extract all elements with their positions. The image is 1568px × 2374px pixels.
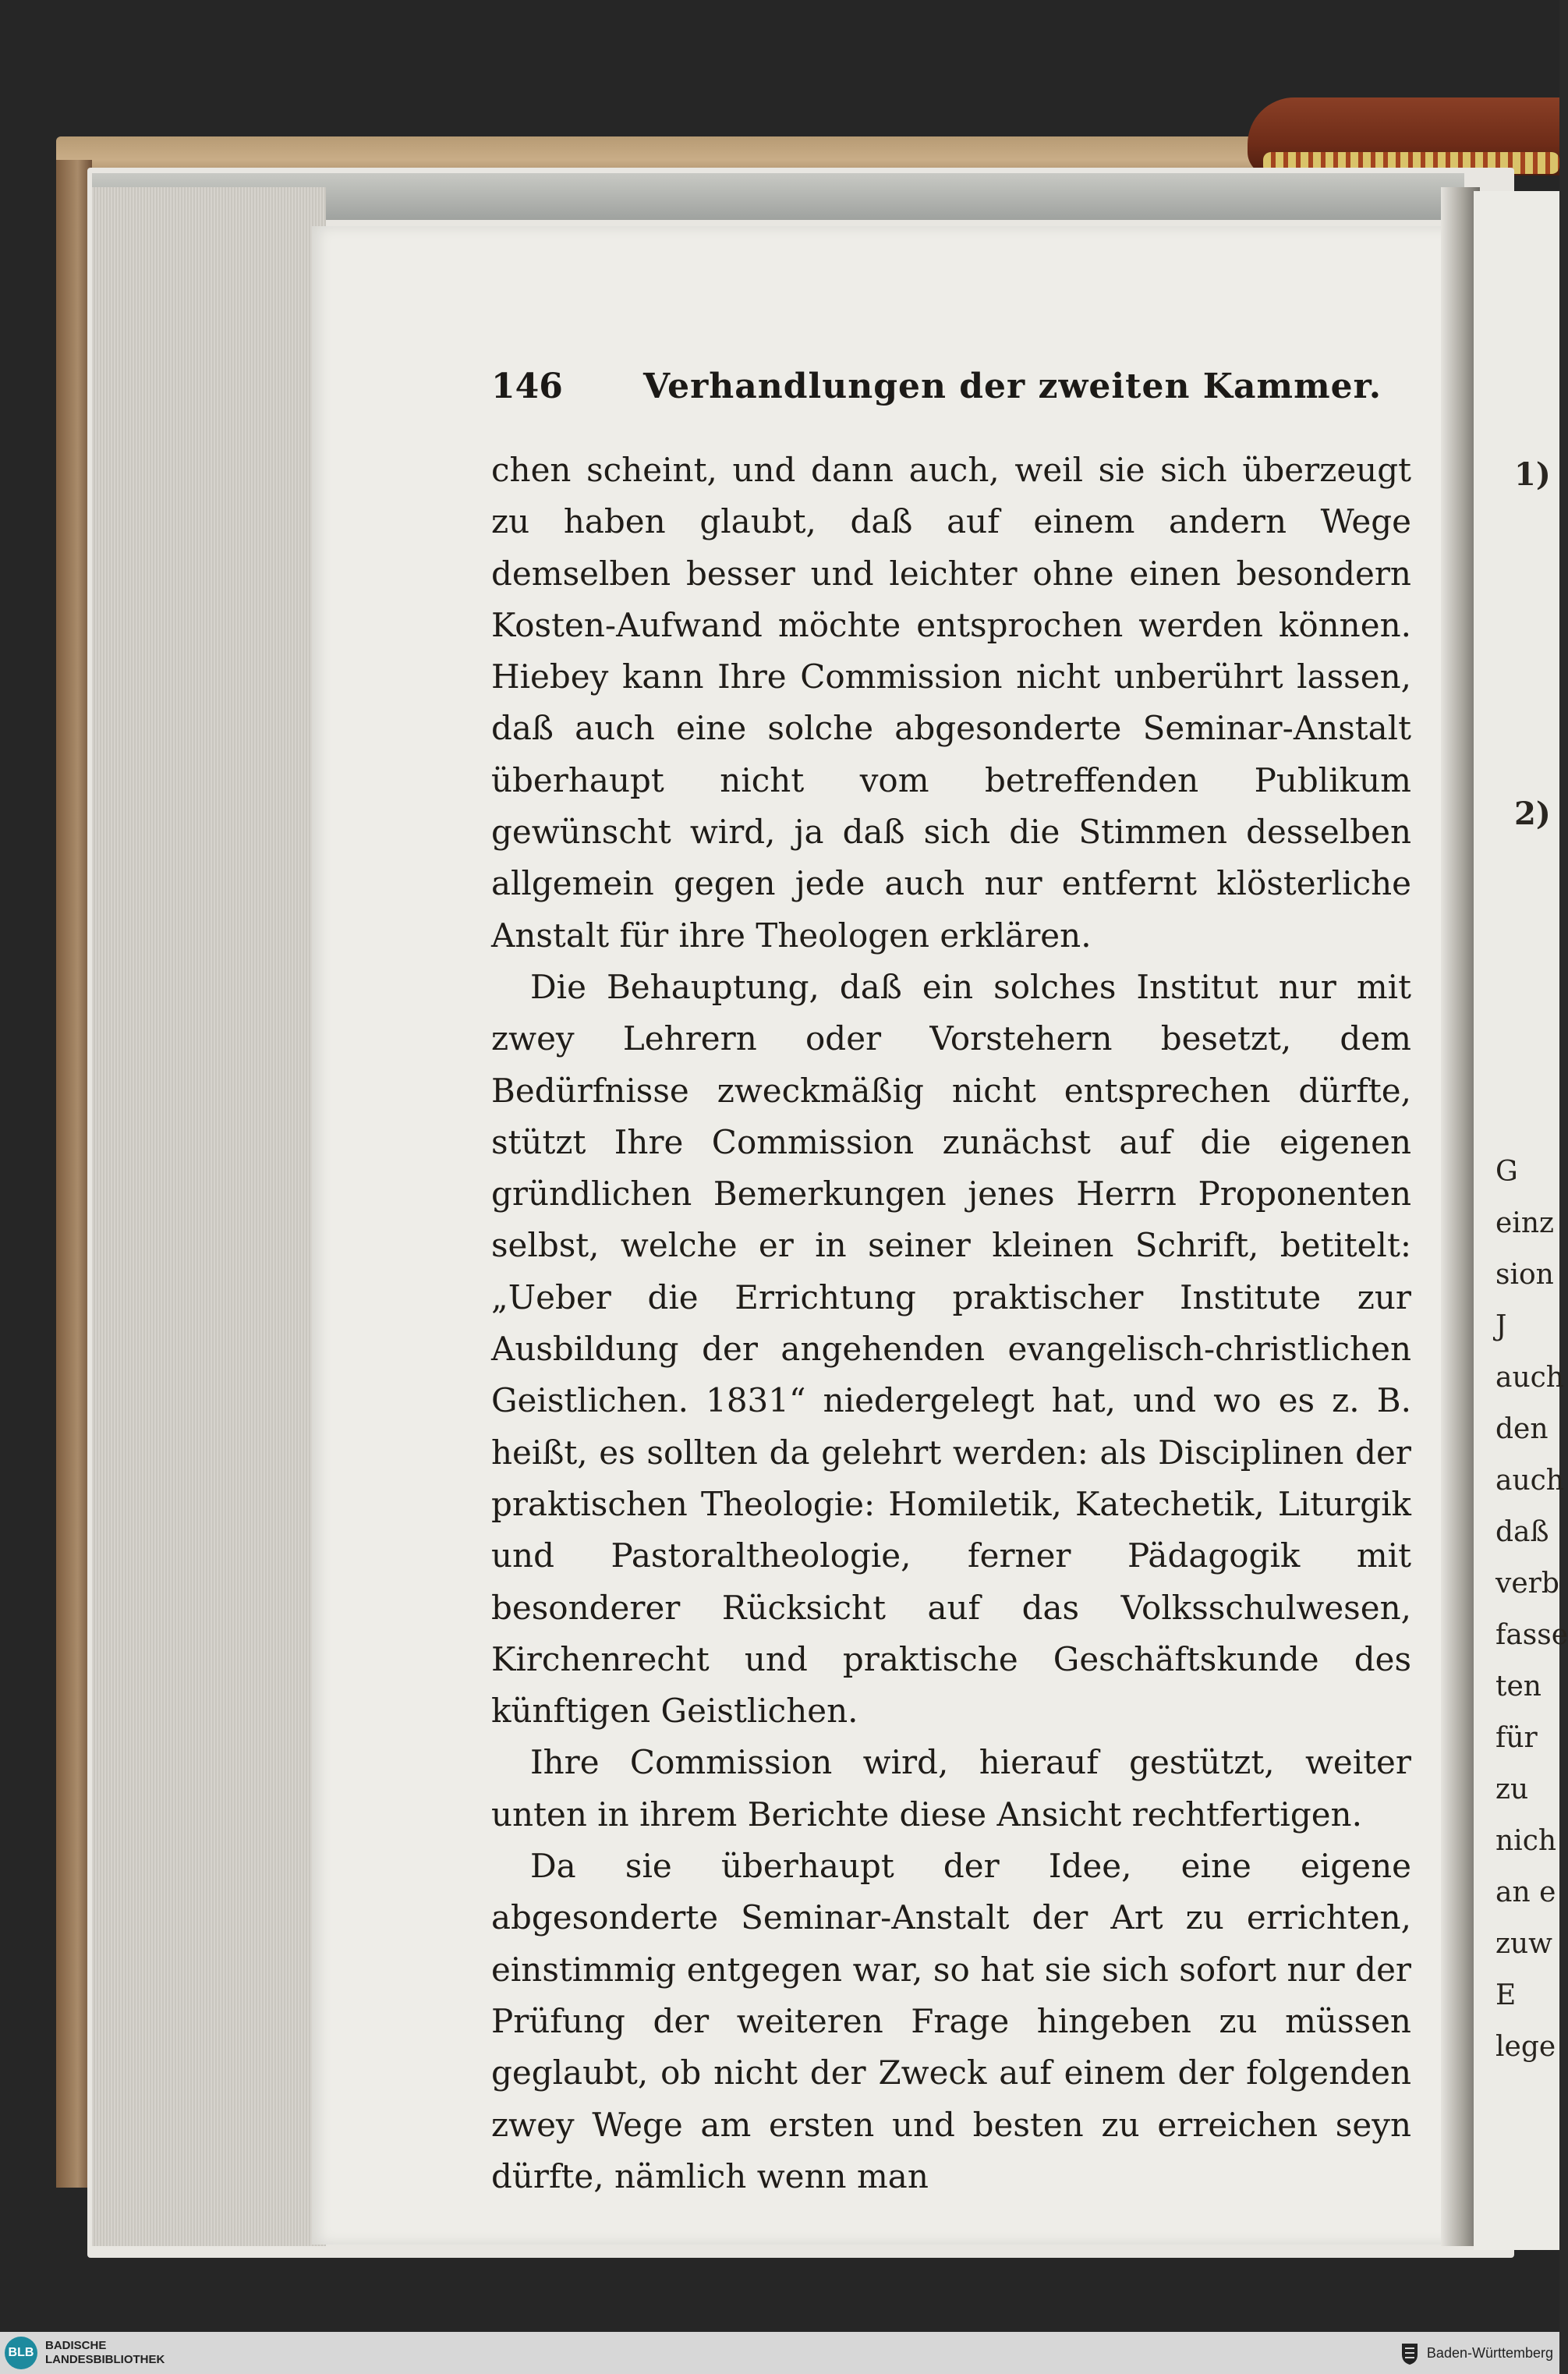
- blb-branding[interactable]: [5, 2337, 165, 2369]
- fragment-line: zu: [1495, 1773, 1529, 1805]
- fragment-line: daß: [1495, 1516, 1549, 1548]
- next-page-fragments: [1495, 1146, 1568, 2073]
- paragraph: Ihre Commission wird, hierauf gestützt, weiter unten in ihrem Berichte diese Ansicht rechtfertigen.: [491, 1743, 1411, 1834]
- fragment-line: auch: [1495, 1465, 1564, 1497]
- page-number: 146: [491, 367, 563, 406]
- fragment-line: nich: [1495, 1825, 1557, 1857]
- fragment-line: E: [1495, 1979, 1517, 2011]
- bw-coat-of-arms-icon: [1399, 2340, 1421, 2365]
- paragraph: chen scheint, und dann auch, weil sie sich überzeugt zu haben glaubt, daß auf einem andern Wege demselben besser und leichter ohne einen besondern Kosten-Aufwand möchte entsprochen werden können. Hiebey kann Ihre Commission nicht unberührt lassen, daß auch eine solche abgesonderte Seminar-Anstalt überhaupt nicht vom betreffenden Publikum gewünscht wird, ja daß sich die Stimmen desselben allgemein gegen jede auch nur entfernt klösterliche Anstalt für ihre Theologen erklären.: [491, 451, 1411, 955]
- blb-name-line2: LANDESBIBLIOTHEK: [45, 2353, 165, 2366]
- fragment-line: J: [1495, 1310, 1507, 1342]
- running-title: Verhandlungen der zweiten Kammer.: [643, 367, 1382, 406]
- fragment-line: auch: [1495, 1362, 1564, 1394]
- fragment-line: verb: [1495, 1568, 1559, 1600]
- page-stack: [92, 187, 326, 2246]
- running-header: [491, 367, 1411, 413]
- footer-bar: [0, 2332, 1559, 2374]
- paragraph: Da sie überhaupt der Idee, eine eigene abgesonderte Seminar-Anstalt der Art zu errichten, einstimmig entgegen war, so hat sie sich sofort nur der Prüfung der weiteren Frage hingeben zu müssen geglaubt, ob nicht der Zweck auf einem der folgenden zwey Wege am ersten und besten zu erreichen seyn dürfte, nämlich wenn man: [491, 1847, 1411, 2195]
- fragment-line: den: [1495, 1413, 1549, 1445]
- blb-name-line1: BADISCHE: [45, 2339, 107, 2352]
- bw-label: Baden-Württemberg: [1426, 2344, 1553, 2361]
- fragment-line: sion: [1495, 1259, 1554, 1291]
- blb-name: [45, 2339, 165, 2367]
- fragment-line: fasse: [1495, 1619, 1568, 1651]
- fragment-line: lege: [1495, 2031, 1556, 2063]
- fragment-line: einz: [1495, 1207, 1554, 1239]
- bw-branding[interactable]: [1399, 2340, 1553, 2365]
- margin-note-2: 2): [1514, 795, 1551, 832]
- fragment-line: G: [1495, 1156, 1518, 1188]
- blb-logo-icon: BLB: [5, 2337, 37, 2369]
- fragment-line: für: [1495, 1722, 1538, 1754]
- fragment-line: an e: [1495, 1876, 1556, 1908]
- fragment-line: zuw: [1495, 1928, 1552, 1960]
- paragraph: Die Behauptung, daß ein solches Institut nur mit zwey Lehrern oder Vorstehern besetzt, dem Bedürfnisse zweckmäßig nicht entsprechen dürfte, stützt Ihre Commission zunächst auf die eigenen gründlichen Bemerkungen jenes Herrn Proponenten selbst, welche er in seiner kleinen Schrift, betitelt: „Ueber die Errichtung praktischer Institute zur Ausbildung der angehenden evangelisch-christlichen Geistlichen. 1831“ niedergelegt hat, und wo es z. B. heißt, es sollten da gelehrt werden: als Disciplinen der praktischen Theologie: Homiletik, Katechetik, Liturgik und Pastoraltheologie, ferner Pädagogik mit besonderer Rücksicht auf das Volksschulwesen, Kirchenrecht und praktische Geschäftskunde des künftigen Geistlichen.: [491, 967, 1411, 1731]
- margin-note-1: 1): [1514, 456, 1551, 493]
- fragment-line: ten: [1495, 1671, 1541, 1703]
- body-text: [491, 445, 1411, 2202]
